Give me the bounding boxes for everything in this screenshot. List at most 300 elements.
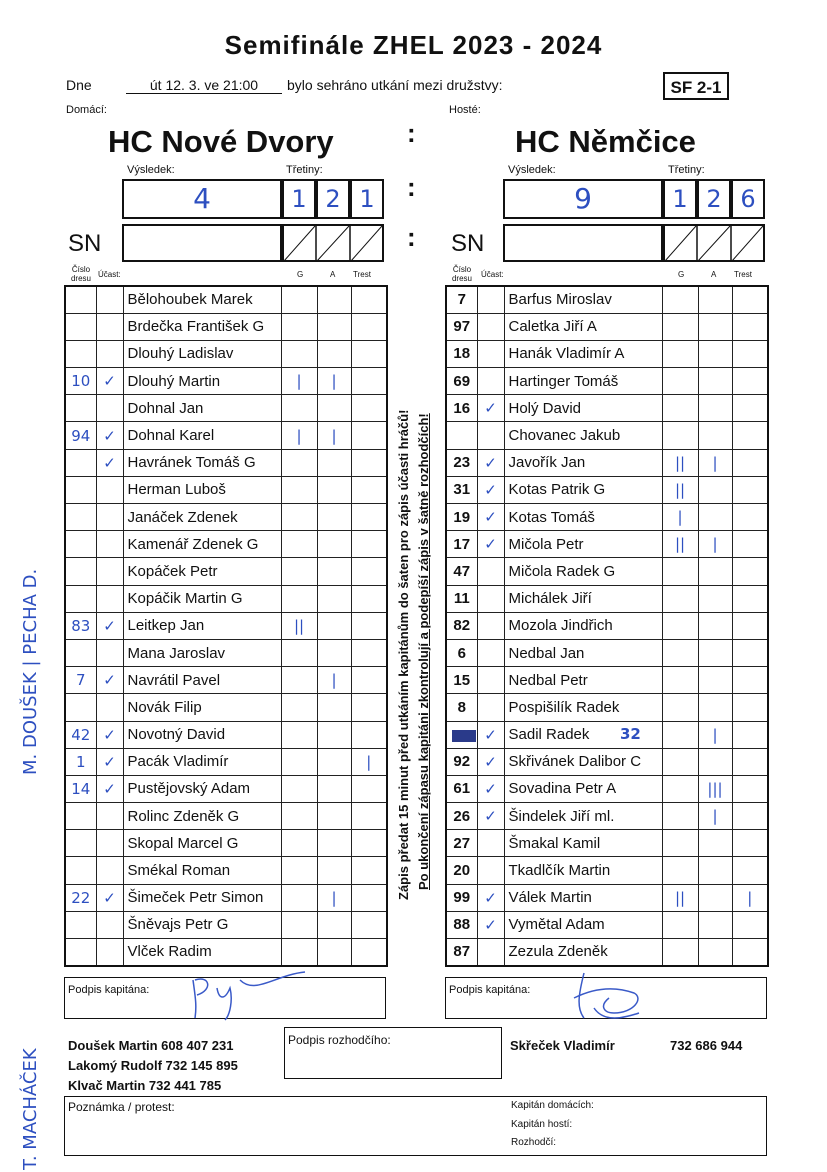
- away-player-goals: [662, 585, 698, 612]
- away-player-name: Pospišilík Radek: [504, 694, 662, 721]
- home-captain-signature-box: [64, 977, 386, 1019]
- home-player-goals: |: [281, 422, 317, 449]
- home-player-attendance: [96, 558, 123, 585]
- home-team-name: HC Nové Dvory: [108, 124, 334, 159]
- home-player-row: [65, 340, 387, 367]
- home-player-assists: [317, 857, 351, 884]
- away-player-row: [446, 721, 768, 748]
- away-player-name: Kotas Patrik G: [504, 476, 662, 503]
- away-player-attendance: [477, 939, 504, 966]
- home-player-num: 10: [65, 368, 96, 395]
- home-player-name: Havránek Tomáš G: [123, 449, 281, 476]
- away-player-num: 92: [446, 748, 477, 775]
- away-player-row: [446, 476, 768, 503]
- home-player-assists: [317, 694, 351, 721]
- away-player-penalty: [732, 558, 768, 585]
- home-player-name: Novotný David: [123, 721, 281, 748]
- home-player-attendance: [96, 504, 123, 531]
- home-player-row: [65, 857, 387, 884]
- home-player-penalty: [351, 612, 387, 639]
- away-player-goals: [662, 748, 698, 775]
- away-captain-signature-label: Podpis kapitána:: [449, 984, 531, 996]
- away-player-num: 17: [446, 531, 477, 558]
- away-player-attendance: [477, 857, 504, 884]
- away-player-row: [446, 639, 768, 666]
- away-player-num: [446, 422, 477, 449]
- home-player-row: [65, 585, 387, 612]
- away-player-num: 88: [446, 911, 477, 938]
- away-player-goals: [662, 612, 698, 639]
- scribble-mark: [452, 730, 476, 742]
- home-player-attendance: [96, 476, 123, 503]
- home-player-num: [65, 476, 96, 503]
- away-player-name: Michálek Jiří: [504, 585, 662, 612]
- away-player-attendance: [477, 694, 504, 721]
- footer-home-captain-label: Kapitán domácích:: [511, 1100, 594, 1111]
- away-player-assists: [698, 748, 732, 775]
- away-player-name: Javořík Jan: [504, 449, 662, 476]
- away-player-row: [446, 313, 768, 340]
- home-player-row: [65, 939, 387, 966]
- away-player-row: [446, 694, 768, 721]
- away-player-penalty: [732, 585, 768, 612]
- home-player-num: [65, 830, 96, 857]
- home-player-goals: [281, 775, 317, 802]
- home-player-goals: [281, 748, 317, 775]
- home-player-num: 7: [65, 667, 96, 694]
- away-player-attendance: [477, 585, 504, 612]
- home-player-attendance: [96, 939, 123, 966]
- home-player-assists: [317, 395, 351, 422]
- away-sn-label: SN: [451, 230, 485, 257]
- note-protest-box: [64, 1096, 767, 1156]
- home-player-name: Mana Jaroslav: [123, 639, 281, 666]
- home-player-assists: [317, 286, 351, 313]
- home-player-attendance: ✓: [96, 775, 123, 802]
- home-player-num: [65, 313, 96, 340]
- home-player-attendance: [96, 531, 123, 558]
- away-player-attendance: ✓: [477, 911, 504, 938]
- away-player-name: Sadil Radek: [504, 721, 662, 748]
- away-player-num: 82: [446, 612, 477, 639]
- footer-away-captain-label: Kapitán hostí:: [511, 1119, 573, 1130]
- home-player-penalty: [351, 585, 387, 612]
- away-player-row: [446, 803, 768, 830]
- away-player-attendance: ✓: [477, 476, 504, 503]
- away-player-assists: [698, 585, 732, 612]
- away-player-name: Sovadina Petr A: [504, 775, 662, 802]
- home-player-goals: [281, 694, 317, 721]
- away-player-goals: [662, 939, 698, 966]
- home-player-row: [65, 395, 387, 422]
- away-player-num: 16: [446, 395, 477, 422]
- home-player-name: Novák Filip: [123, 694, 281, 721]
- team-separator: :: [407, 118, 416, 148]
- home-player-row: [65, 667, 387, 694]
- away-player-num: 19: [446, 504, 477, 531]
- away-result-label: Výsledek:: [508, 164, 556, 176]
- match-code-badge: SF 2-1: [663, 72, 729, 100]
- home-player-assists: [317, 939, 351, 966]
- away-player-penalty: [732, 422, 768, 449]
- home-player-name: Dohnal Karel: [123, 422, 281, 449]
- away-player-name: Nedbal Petr: [504, 667, 662, 694]
- home-player-row: [65, 504, 387, 531]
- away-periods-label: Třetiny:: [668, 164, 705, 176]
- home-player-goals: [281, 504, 317, 531]
- away-player-assists: [698, 558, 732, 585]
- home-player-name: Šněvajs Petr G: [123, 911, 281, 938]
- away-player-num: 99: [446, 884, 477, 911]
- home-player-penalty: [351, 531, 387, 558]
- home-player-penalty: [351, 504, 387, 531]
- away-player-goals: [662, 313, 698, 340]
- away-player-goals: [662, 667, 698, 694]
- away-player-num: 61: [446, 775, 477, 802]
- played-text: bylo sehráno utkání mezi družstvy:: [287, 77, 503, 93]
- home-player-penalty: [351, 857, 387, 884]
- away-player-attendance: [477, 340, 504, 367]
- away-player-name: Tkadlčík Martin: [504, 857, 662, 884]
- home-player-assists: [317, 830, 351, 857]
- home-player-row: [65, 476, 387, 503]
- home-player-penalty: [351, 721, 387, 748]
- away-player-num: 11: [446, 585, 477, 612]
- away-player-assists: [698, 476, 732, 503]
- away-player-row: [446, 884, 768, 911]
- home-player-goals: [281, 721, 317, 748]
- away-player-attendance: ✓: [477, 775, 504, 802]
- home-player-attendance: ✓: [96, 368, 123, 395]
- away-player-penalty: [732, 667, 768, 694]
- away-player-row: [446, 449, 768, 476]
- home-player-num: [65, 911, 96, 938]
- away-player-assists: [698, 504, 732, 531]
- home-player-row: [65, 803, 387, 830]
- away-player-num: 87: [446, 939, 477, 966]
- away-player-penalty: [732, 504, 768, 531]
- home-player-assists: [317, 911, 351, 938]
- home-player-attendance: ✓: [96, 612, 123, 639]
- result-separator: :: [407, 172, 416, 202]
- home-player-name: Dlouhý Ladislav: [123, 340, 281, 367]
- page-title: Semifinále ZHEL 2023 - 2024: [224, 30, 603, 60]
- away-player-penalty: [732, 857, 768, 884]
- away-player-penalty: |: [732, 884, 768, 911]
- away-player-name: Mičola Petr: [504, 531, 662, 558]
- home-player-attendance: [96, 340, 123, 367]
- home-player-name: Kopáček Petr: [123, 558, 281, 585]
- away-player-num: 18: [446, 340, 477, 367]
- away-player-goals: [662, 422, 698, 449]
- home-player-name: Brdečka František G: [123, 313, 281, 340]
- away-player-goals: ||: [662, 531, 698, 558]
- away-player-num: 7: [446, 286, 477, 313]
- away-player-assists: [698, 857, 732, 884]
- home-player-assists: [317, 803, 351, 830]
- away-player-name: Caletka Jiří A: [504, 313, 662, 340]
- away-player-assists: [698, 939, 732, 966]
- home-player-penalty: [351, 775, 387, 802]
- center-note-1: Zápis předat 15 minut před utkáním kapitánům do šaten pro zápis účasti hráčů!: [396, 409, 411, 900]
- away-player-assists: [698, 313, 732, 340]
- away-player-penalty: [732, 612, 768, 639]
- home-player-goals: [281, 395, 317, 422]
- away-player-penalty: [732, 694, 768, 721]
- away-player-attendance: ✓: [477, 803, 504, 830]
- home-player-name: Herman Luboš: [123, 476, 281, 503]
- away-player-goals: [662, 639, 698, 666]
- away-player-row: [446, 368, 768, 395]
- away-player-assists: |: [698, 449, 732, 476]
- home-label: Domácí:: [66, 104, 107, 116]
- away-player-name: Nedbal Jan: [504, 639, 662, 666]
- away-player-name: Vymětal Adam: [504, 911, 662, 938]
- home-player-attendance: [96, 830, 123, 857]
- away-player-penalty: [732, 340, 768, 367]
- away-player-goals: [662, 911, 698, 938]
- away-player-attendance: [477, 639, 504, 666]
- home-player-row: [65, 775, 387, 802]
- contact-2: Lakomý Rudolf 732 145 895: [68, 1058, 238, 1073]
- away-player-attendance: [477, 368, 504, 395]
- away-player-goals: [662, 286, 698, 313]
- home-col-assists: A: [330, 270, 336, 279]
- away-player-name: Hartinger Tomáš: [504, 368, 662, 395]
- away-player-penalty: [732, 721, 768, 748]
- home-player-goals: [281, 531, 317, 558]
- home-player-num: 1: [65, 748, 96, 775]
- home-player-goals: ||: [281, 612, 317, 639]
- home-player-name: Smékal Roman: [123, 857, 281, 884]
- away-player-num: 23: [446, 449, 477, 476]
- away-player-num: 8: [446, 694, 477, 721]
- home-player-assists: [317, 775, 351, 802]
- home-player-goals: [281, 449, 317, 476]
- home-player-assists: [317, 721, 351, 748]
- home-score: 4: [193, 182, 211, 215]
- home-player-goals: [281, 911, 317, 938]
- home-col-number: Číslo dresu: [70, 265, 91, 283]
- home-col-penalty: Trest: [353, 270, 371, 279]
- home-player-penalty: [351, 667, 387, 694]
- referee-signature-label: Podpis rozhodčího:: [288, 1033, 391, 1047]
- away-player-assists: |||: [698, 775, 732, 802]
- contacts-list: [68, 1036, 238, 1096]
- home-player-name: Pacák Vladimír: [123, 748, 281, 775]
- home-player-goals: [281, 286, 317, 313]
- home-player-penalty: [351, 422, 387, 449]
- away-score: 9: [574, 182, 592, 215]
- away-player-goals: [662, 803, 698, 830]
- home-player-row: [65, 368, 387, 395]
- away-captain-signature: [564, 968, 654, 1028]
- home-player-row: [65, 449, 387, 476]
- away-captain-signature-box: [445, 977, 767, 1019]
- away-player-name: Šmakal Kamil: [504, 830, 662, 857]
- away-player-row: [446, 585, 768, 612]
- home-player-num: [65, 558, 96, 585]
- away-player-assists: [698, 422, 732, 449]
- home-player-goals: [281, 558, 317, 585]
- away-player-attendance: ✓: [477, 748, 504, 775]
- home-player-assists: |: [317, 884, 351, 911]
- home-player-assists: [317, 313, 351, 340]
- away-player-assists: |: [698, 721, 732, 748]
- home-player-attendance: ✓: [96, 449, 123, 476]
- home-roster-table: [64, 285, 388, 967]
- away-period-3: 6: [731, 179, 765, 219]
- home-player-num: [65, 694, 96, 721]
- home-player-attendance: [96, 803, 123, 830]
- away-player-name: Šindelek Jiří ml.: [504, 803, 662, 830]
- away-period-1: 1: [663, 179, 697, 219]
- home-period-1: 1: [282, 179, 316, 219]
- home-player-row: [65, 694, 387, 721]
- away-player-attendance: [477, 286, 504, 313]
- home-player-num: [65, 286, 96, 313]
- away-player-name: Barfus Miroslav: [504, 286, 662, 313]
- home-player-attendance: [96, 639, 123, 666]
- away-player-attendance: ✓: [477, 395, 504, 422]
- away-player-attendance: [477, 313, 504, 340]
- home-player-num: [65, 504, 96, 531]
- home-player-attendance: [96, 585, 123, 612]
- away-player-penalty: [732, 639, 768, 666]
- home-player-row: [65, 639, 387, 666]
- home-player-attendance: ✓: [96, 667, 123, 694]
- away-player-goals: [662, 775, 698, 802]
- away-player-penalty: [732, 476, 768, 503]
- away-player-penalty: [732, 449, 768, 476]
- home-player-assists: [317, 612, 351, 639]
- contact-1: Doušek Martin 608 407 231: [68, 1038, 234, 1053]
- away-player-penalty: [732, 313, 768, 340]
- away-player-penalty: [732, 830, 768, 857]
- home-player-penalty: [351, 884, 387, 911]
- date-label: Dne: [66, 77, 92, 93]
- home-player-name: Vlček Radim: [123, 939, 281, 966]
- away-player-num: 31: [446, 476, 477, 503]
- home-player-penalty: [351, 939, 387, 966]
- home-player-name: Šimeček Petr Simon: [123, 884, 281, 911]
- home-player-attendance: [96, 857, 123, 884]
- home-player-row: [65, 612, 387, 639]
- away-player-goals: [662, 368, 698, 395]
- home-player-penalty: [351, 803, 387, 830]
- away-player-row: [446, 340, 768, 367]
- home-player-assists: |: [317, 368, 351, 395]
- home-player-penalty: |: [351, 748, 387, 775]
- home-player-penalty: [351, 395, 387, 422]
- side-note-1: M. DOUŠEK | PECHA D.: [20, 568, 41, 775]
- away-player-name: Holý David: [504, 395, 662, 422]
- away-player-attendance: ✓: [477, 504, 504, 531]
- home-player-goals: [281, 884, 317, 911]
- away-player-row: [446, 395, 768, 422]
- home-player-penalty: [351, 911, 387, 938]
- away-player-attendance: [477, 667, 504, 694]
- away-player-row: [446, 558, 768, 585]
- home-player-goals: |: [281, 368, 317, 395]
- home-player-goals: [281, 313, 317, 340]
- away-player-name: Kotas Tomáš: [504, 504, 662, 531]
- home-player-num: [65, 340, 96, 367]
- home-player-name: Dohnal Jan: [123, 395, 281, 422]
- referee-name: Skřeček Vladimír: [510, 1038, 615, 1053]
- home-player-row: [65, 721, 387, 748]
- side-note-2: T. MACHÁČEK: [20, 1048, 41, 1170]
- home-player-assists: [317, 639, 351, 666]
- sadil-handwritten-note: 32: [620, 725, 641, 743]
- away-player-name: Zezula Zdeněk: [504, 939, 662, 966]
- away-player-attendance: [477, 422, 504, 449]
- away-player-num: 97: [446, 313, 477, 340]
- away-player-penalty: [732, 395, 768, 422]
- away-player-goals: [662, 340, 698, 367]
- away-player-row: [446, 857, 768, 884]
- away-player-assists: [698, 830, 732, 857]
- home-col-goals: G: [297, 270, 304, 279]
- home-player-row: [65, 884, 387, 911]
- referee-phone: 732 686 944: [670, 1038, 743, 1053]
- referee-signature-box: [284, 1027, 502, 1079]
- home-player-attendance: [96, 286, 123, 313]
- away-player-num: 26: [446, 803, 477, 830]
- home-player-assists: [317, 748, 351, 775]
- away-col-penalty: Trest: [734, 270, 752, 279]
- away-player-name: Hanák Vladimír A: [504, 340, 662, 367]
- away-col-attendance: Účast:: [481, 270, 504, 279]
- away-player-assists: [698, 639, 732, 666]
- away-player-row: [446, 939, 768, 966]
- home-player-goals: [281, 476, 317, 503]
- footer-referee-label: Rozhodčí:: [511, 1137, 557, 1148]
- away-player-penalty: [732, 775, 768, 802]
- away-player-num: 20: [446, 857, 477, 884]
- away-player-num: 47: [446, 558, 477, 585]
- center-note-2: Po ukončení zápasu kapitáni zkontrolují a podepíší zápis v šatně rozhodčích!: [416, 413, 431, 890]
- away-player-num: 15: [446, 667, 477, 694]
- away-player-goals: [662, 830, 698, 857]
- away-player-assists: |: [698, 803, 732, 830]
- home-player-attendance: ✓: [96, 884, 123, 911]
- away-player-assists: [698, 286, 732, 313]
- away-score-box: [503, 179, 663, 219]
- home-score-box: [122, 179, 282, 219]
- home-periods-label: Třetiny:: [286, 164, 323, 176]
- away-team-name: HC Němčice: [515, 124, 696, 159]
- home-player-penalty: [351, 313, 387, 340]
- home-player-row: [65, 558, 387, 585]
- away-player-row: [446, 911, 768, 938]
- home-period-3: 1: [350, 179, 384, 219]
- home-player-num: [65, 803, 96, 830]
- away-player-name: Mozola Jindřich: [504, 612, 662, 639]
- home-captain-signature: [185, 970, 315, 1025]
- home-player-name: Kopáčik Martin G: [123, 585, 281, 612]
- away-player-attendance: ✓: [477, 449, 504, 476]
- away-player-assists: [698, 340, 732, 367]
- away-col-goals: G: [678, 270, 685, 279]
- home-player-num: [65, 857, 96, 884]
- away-player-assists: [698, 884, 732, 911]
- home-player-row: [65, 748, 387, 775]
- away-player-row: [446, 422, 768, 449]
- home-player-attendance: ✓: [96, 721, 123, 748]
- home-player-assists: |: [317, 422, 351, 449]
- home-player-assists: [317, 340, 351, 367]
